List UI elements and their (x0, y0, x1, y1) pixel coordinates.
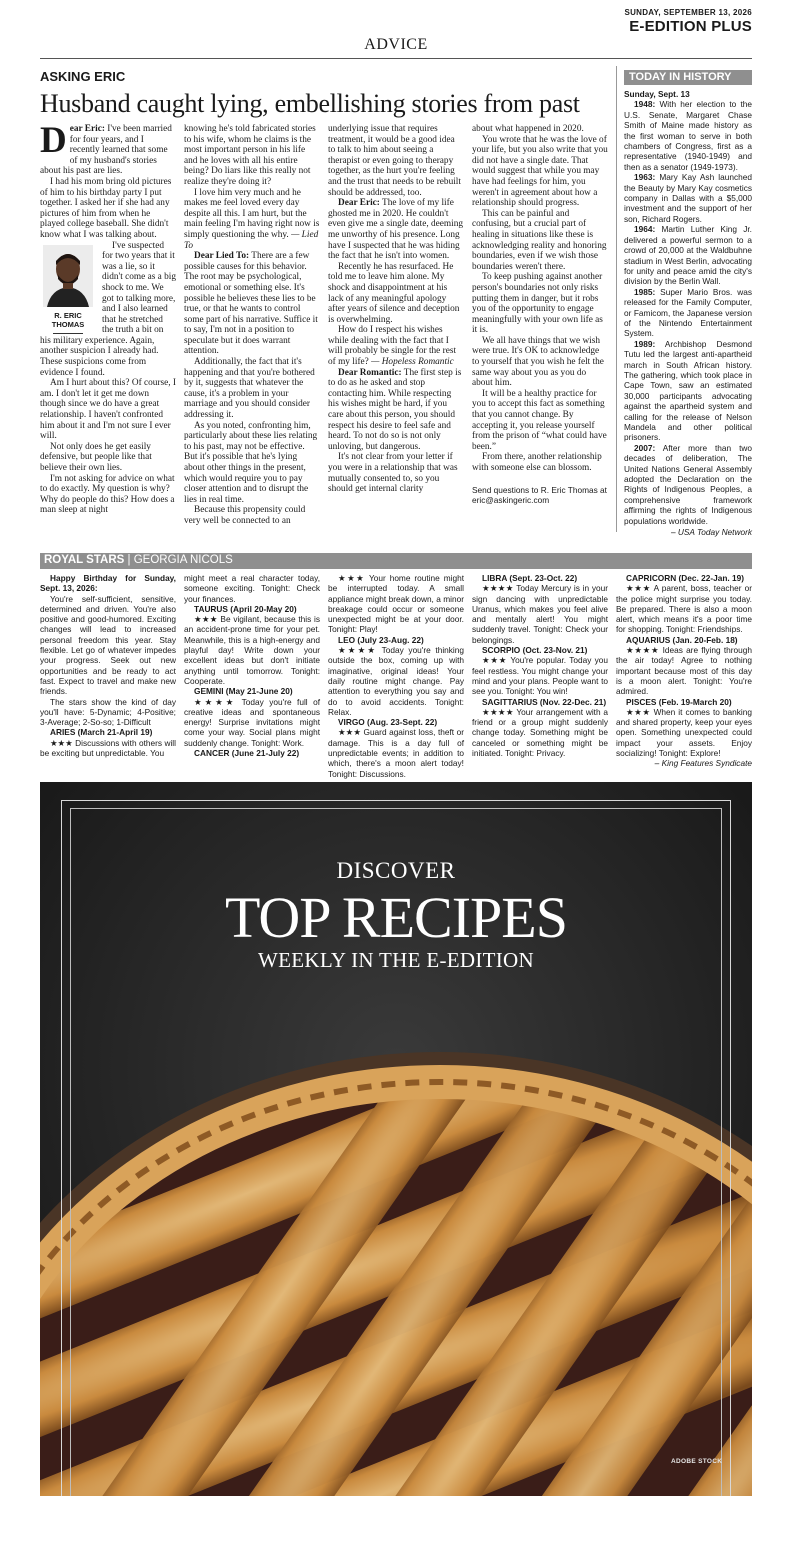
paragraph: From there, another relationship with someone else can blossom. (472, 452, 602, 473)
author-box (40, 245, 96, 334)
letter-signature: — Hopeless Romantic (371, 357, 454, 368)
paragraph: I've suspected for two years that it was a lie, so it didn't come as a big shock to me. We got to talking more, and I also learned that he stretched the truth a bit on his military experience. Again, another suspicion I already had. These suspicions come from evidence I found. (40, 240, 176, 378)
paragraph: underlying issue that requires treatment, it would be a good idea to talk to him about seeing a therapist or even going to therapy together, as the hurt you're feeling and the trust that needs to be rebuilt should be addressed, too. (328, 124, 461, 198)
letter-paragraph (40, 120, 176, 177)
horoscope-title-bar: ROYAL STARS | GEORGIA NICOLS (40, 553, 752, 569)
sign-text-scorpio: ★★★ You're popular. Today you feel restless. You might change your mind and your plans. People want to see you. Tonight: You win! (472, 655, 608, 697)
sign-heading-pisces: PISCES (Feb. 19-March 20) (626, 696, 732, 707)
paragraph: about what happened in 2020. (472, 124, 584, 134)
history-year: 1989: (634, 338, 656, 349)
paragraph (328, 325, 464, 367)
history-text: Super Mario Bros. was released for the Family Computer, or Famicom, the Japanese version of the Nintendo Entertainment System. (624, 286, 752, 339)
paragraph: To keep pushing against another person's boundaries not only risks putting them in danger, but it robs you of the opportunity to engage meaningfully with your own life as it is. (472, 272, 603, 336)
sign-heading-aries: ARIES (March 21-April 19) (50, 727, 153, 738)
article-column-1 (40, 120, 176, 516)
article-column-2 (184, 124, 320, 527)
author-name-line: R. ERIC (54, 310, 82, 320)
history-year: 1985: (634, 286, 656, 297)
history-year: 1964: (634, 224, 656, 235)
paragraph: Am I hurt about this? Of course, I am. I don't let it get me down though since we do have a great relationship. I haven't confronted him about it and I'm not sure I ever will. (40, 378, 176, 442)
star-scale: The stars show the kind of day you'll have: 5-Dynamic; 4-Positive; 3-Average; 2-So-so; 1-Difficult (40, 696, 176, 728)
history-box (624, 89, 752, 537)
salutation: ear Eric: (69, 124, 105, 134)
history-year: 1948: (634, 99, 656, 110)
author-rule (53, 333, 83, 334)
birthday-heading: Happy Birthday for Sunday, Sept. 13, 2026: (40, 573, 176, 594)
sign-heading-cancer: CANCER (June 21-July 22) (194, 748, 300, 759)
sign-text-pisces: ★★★ When it comes to banking and shared property, keep your eyes open. Something unexpected could impact your assets. Enjoy socializing! Tonight: Explore! (616, 706, 752, 759)
salutation: Dear Eric: (338, 198, 380, 209)
author-name (40, 311, 96, 329)
history-text: Martin Luther King Jr. delivered a powerful sermon to a crowd of 20,000 at the Waldbuhne stadium in West Berlin, advocating for unity and peace amid the city's division by the Berlin Wall. (624, 224, 752, 287)
article-column-4 (472, 124, 608, 506)
sign-heading-libra: LIBRA (Sept. 23-Oct. 22) (482, 573, 578, 583)
horoscope-title: ROYAL STARS (44, 554, 125, 566)
history-entry (624, 287, 752, 339)
sign-text-virgo: ★★★ Guard against loss, theft or damage. This is a day full of unpredictable events; in addition to which, there's a moon alert today! Tonight: Discussions. (328, 727, 464, 779)
paragraph: This can be painful and confusing, but a crucial part of healing in situations like these is acknowledging reality and honoring boundaries, even if we wish those boundaries weren't there. (472, 208, 607, 272)
sign-text-taurus: ★★★ Be vigilant, because this is an accident-prone time for your pet. Meanwhile, this is a high-energy and playful day! Write down your excellent ideas but don't initiate anything until tomorrow. Tonight: Cooperate. (184, 614, 320, 686)
paragraph: Not only does he get easily defensive, but people like that believe their own lies. (40, 441, 152, 473)
sign-text-aries: might meet a real character today, someone exciting. Tonight: Check your finances. (184, 573, 320, 604)
author-name-line: THOMAS (51, 319, 85, 329)
paragraph (328, 198, 464, 262)
sign-text-gemini: ★★★★ Today you're full of creative ideas and spontaneous energy! Surprise invitations might come your way. Social plans might suddenly change. Tonight: Work. (184, 696, 320, 748)
sign-text-sagittarius: ★★★★ Your arrangement with a friend or a group might suddenly change today. Something might be canceled or something might be initiated. Tonight: Privacy. (472, 706, 608, 759)
paragraph (184, 188, 320, 252)
sign-heading-sagittarius: SAGITTARIUS (Nov. 22-Dec. 21) (482, 696, 607, 707)
sign-heading-taurus: TAURUS (April 20-May 20) (194, 603, 297, 614)
sign-heading-aquarius: AQUARIUS (Jan. 20-Feb. 18) (626, 634, 738, 645)
section-divider (40, 58, 752, 59)
history-text: Archbishop Desmond Tutu led the largest anti-apartheid march in South African history. The gathering, which took place in Cape Town, saw an estimated 30,000 participants advocating against the apartheid system and calling for the release of Nelson Mandela and other political prisoners. (624, 338, 752, 443)
paragraph-text: There are a few possible causes for this behavior. The root may be psychological, emotional or something else. It's possible he believes these lies to be true, or that he wants to control some part of his narrative. Suffice it to say, I'm not in a position to speculate but it does warrant attention. (184, 251, 318, 357)
sign-heading-capricorn: CAPRICORN (Dec. 22-Jan. 19) (626, 573, 745, 583)
history-title: TODAY IN HISTORY (624, 70, 752, 85)
horoscope-byline: GEORGIA NICOLS (133, 554, 233, 566)
section-label: ADVICE (364, 36, 428, 53)
paragraph: It will be a healthy practice for you to accept this fact as something that you cannot change. By accepting it, you release yourself from the prison of “what could have been.” (472, 388, 607, 452)
history-text: After more than two decades of deliberation, The United Nations General Assembly adopted the Declaration on the Rights of Indigenous Peoples, a comprehensive framework affirming the rights of Indigenous populations worldwide. (624, 442, 752, 526)
history-entry (624, 99, 752, 172)
salutation: Dear Lied To: (194, 251, 250, 262)
author-photo (43, 245, 93, 307)
paragraph-text: How do I respect his wishes while dealing with the fact that I will probably be single for the rest of my life? (328, 325, 457, 368)
ad-headline: TOP RECIPES (225, 885, 567, 950)
horoscope-column-4 (472, 573, 608, 758)
history-credit: – USA Today Network (670, 527, 752, 538)
sign-heading-leo: LEO (July 23-Aug. 22) (338, 634, 424, 645)
history-date: Sunday, Sept. 13 (624, 89, 690, 99)
letter-signature: — Lied To (184, 229, 319, 251)
paragraph: It's not clear from your letter if you were in a relationship that was mutually consented to, so you should get internal clarity (328, 452, 458, 495)
sign-heading-scorpio: SCORPIO (Oct. 23-Nov. 21) (482, 645, 588, 656)
sign-text-aries: ★★★ Discussions with others will be exciting but unpredictable. You (40, 737, 176, 759)
paragraph (184, 251, 320, 357)
paragraph: I had his mom bring old pictures of him to his birthday party I put together. I asked her if she had any pictures of him from when he played college baseball. She didn't know what I was talking about. (40, 176, 172, 240)
sign-heading-virgo: VIRGO (Aug. 23-Sept. 22) (338, 717, 438, 728)
paragraph: Because this propensity could very well be connected to an (184, 505, 306, 526)
sign-text-libra: ★★★★ Today Mercury is in your sign dancing with unpredictable Uranus, which makes you feel alive and mentally alert! You might suddenly travel. Tonight: Check your belongings. (472, 583, 608, 645)
horoscope-column-5 (616, 573, 752, 769)
history-entry (624, 339, 752, 443)
paragraph: As you noted, confronting him, particularly about these lies relating to his past, may not be effective. But it's possible that he's lying about other things in the present, which would require you to pay closer attention and to disrupt the lies in real time. (184, 420, 318, 505)
column-divider (616, 66, 617, 532)
ad-line-discover: DISCOVER (336, 858, 456, 883)
horoscope-column-3 (328, 573, 464, 779)
history-entry (624, 224, 752, 286)
horoscope-credit: – King Features Syndicate (654, 758, 752, 769)
history-entry (624, 443, 752, 526)
sign-text-capricorn: ★★★ A parent, boss, teacher or the police might surprise you today. Be prepared. There is also a moon alert, which means it's a poor time for shopping. Tonight: Friendships. (616, 583, 752, 635)
history-entry (624, 172, 752, 224)
horoscope-column-2 (184, 573, 320, 758)
photo-credit: ADOBE STOCK (671, 1458, 723, 1465)
ad-subhead: WEEKLY IN THE E-EDITION (258, 948, 534, 972)
article-headline: Husband caught lying, embellishing stories from past (40, 89, 580, 118)
column-kicker: ASKING ERIC (40, 69, 126, 84)
drop-cap: D (40, 120, 67, 161)
sign-text-cancer: ★★★ Your home routine might be interrupted today. A small appliance might break down, a minor breakage could occur or someone unexpected might be at your door. Tonight: Play! (328, 573, 464, 635)
sign-text-aquarius: ★★★★ Ideas are flying through the air today! Agree to nothing important because most of this day is a moon alert. Tonight: You're admired. (616, 645, 752, 697)
issue-date: SUNDAY, SEPTEMBER 13, 2026 (624, 8, 752, 17)
paragraph: Additionally, the fact that it's happening and that you're bothered by it, suggests that whatever the cause, it's a problem in your marriage and you should consider addressing it. (184, 357, 315, 421)
paragraph-text: I love him very much and he makes me feel loved every day despite all this. I am hurt, but the main feeling I'm having right now is simply questioning the why. (184, 187, 320, 240)
article-column-3 (328, 124, 464, 495)
salutation: Dear Romantic: (338, 367, 402, 378)
edition-brand: E-EDITION PLUS (629, 18, 752, 35)
sign-heading-gemini: GEMINI (May 21-June 20) (194, 686, 293, 697)
birthday-text: You're self-sufficient, sensitive, determined and driven. You're also positive and good-humored. Exciting changes will lead to increased personal freedom this year. Stay flexible. Let go of whatever impedes your progress. Seek out new opportunities and be ready to act fast. Expect to travel and make new friends. (40, 593, 176, 697)
paragraph: Recently he has resurfaced. He told me to leave him alone. My shock and disappointment at his lack of any meaningful apology after years of silence and deception is overwhelming. (328, 261, 460, 325)
paragraph: I'm not asking for advice on what to do exactly. My question is why? Why do people do this? How does a man sleep at night (40, 473, 175, 516)
paragraph-text: The love of my life ghosted me in 2020. He couldn't even give me a single date, deeming me unworthy of his presence. Long have I suspected that he was hiding the fact that he isn't into women. (328, 198, 464, 262)
history-text: Mary Kay Ash launched the Beauty by Mary Kay cosmetics company in Dallas with a $5,000 investment and the support of her son, Richard Rogers. (624, 172, 752, 224)
paragraph (328, 368, 464, 453)
paragraph-text: I've been married for four years, and I recently learned that some of my husband's stories about his past are lies. (40, 124, 172, 177)
horoscope-column-1 (40, 573, 176, 758)
paragraph: We all have things that we wish were true. It's OK to acknowledge to yourself that you wish he felt the same way about you as you do about him. (472, 335, 604, 389)
sign-text-leo: ★★★★ Today you're thinking outside the box, coming up with imaginative, original ideas! Your daily routine might change. Pay attention to everything you say and do to avoid accidents. Tonight: Relax. (328, 645, 464, 717)
contact-line: Send questions to R. Eric Thomas at eric@askingeric.com (472, 484, 607, 506)
paragraph: You wrote that he was the love of your life, but you also write that you did not have a single date. That would suggest that while you may have had feelings for him, you weren't in agreement about how a relationship should progress. (472, 134, 608, 209)
recipes-ad[interactable] (40, 782, 752, 1496)
paragraph-text: The first step is to do as he asked and stop contacting him. While respecting his wishes might be hard, if you care about this person, you should respect his desire to feel safe and heard. To not do so is not only unloving, but dangerous. (328, 367, 462, 452)
history-year: 1963: (634, 172, 656, 183)
history-text: With her election to the U.S. Senate, Margaret Chase Smith of Maine made history as the first woman to serve in both chambers of Congress, first as a representative (1940-1949) and then as a senator (1949-1973). (624, 99, 752, 172)
paragraph: knowing he's told fabricated stories to his wife, whom he claims is the most important person in his life and he loves with all his entire being? Do liars like this really not realize they're doing it? (184, 124, 316, 187)
history-year: 2007: (634, 442, 656, 453)
